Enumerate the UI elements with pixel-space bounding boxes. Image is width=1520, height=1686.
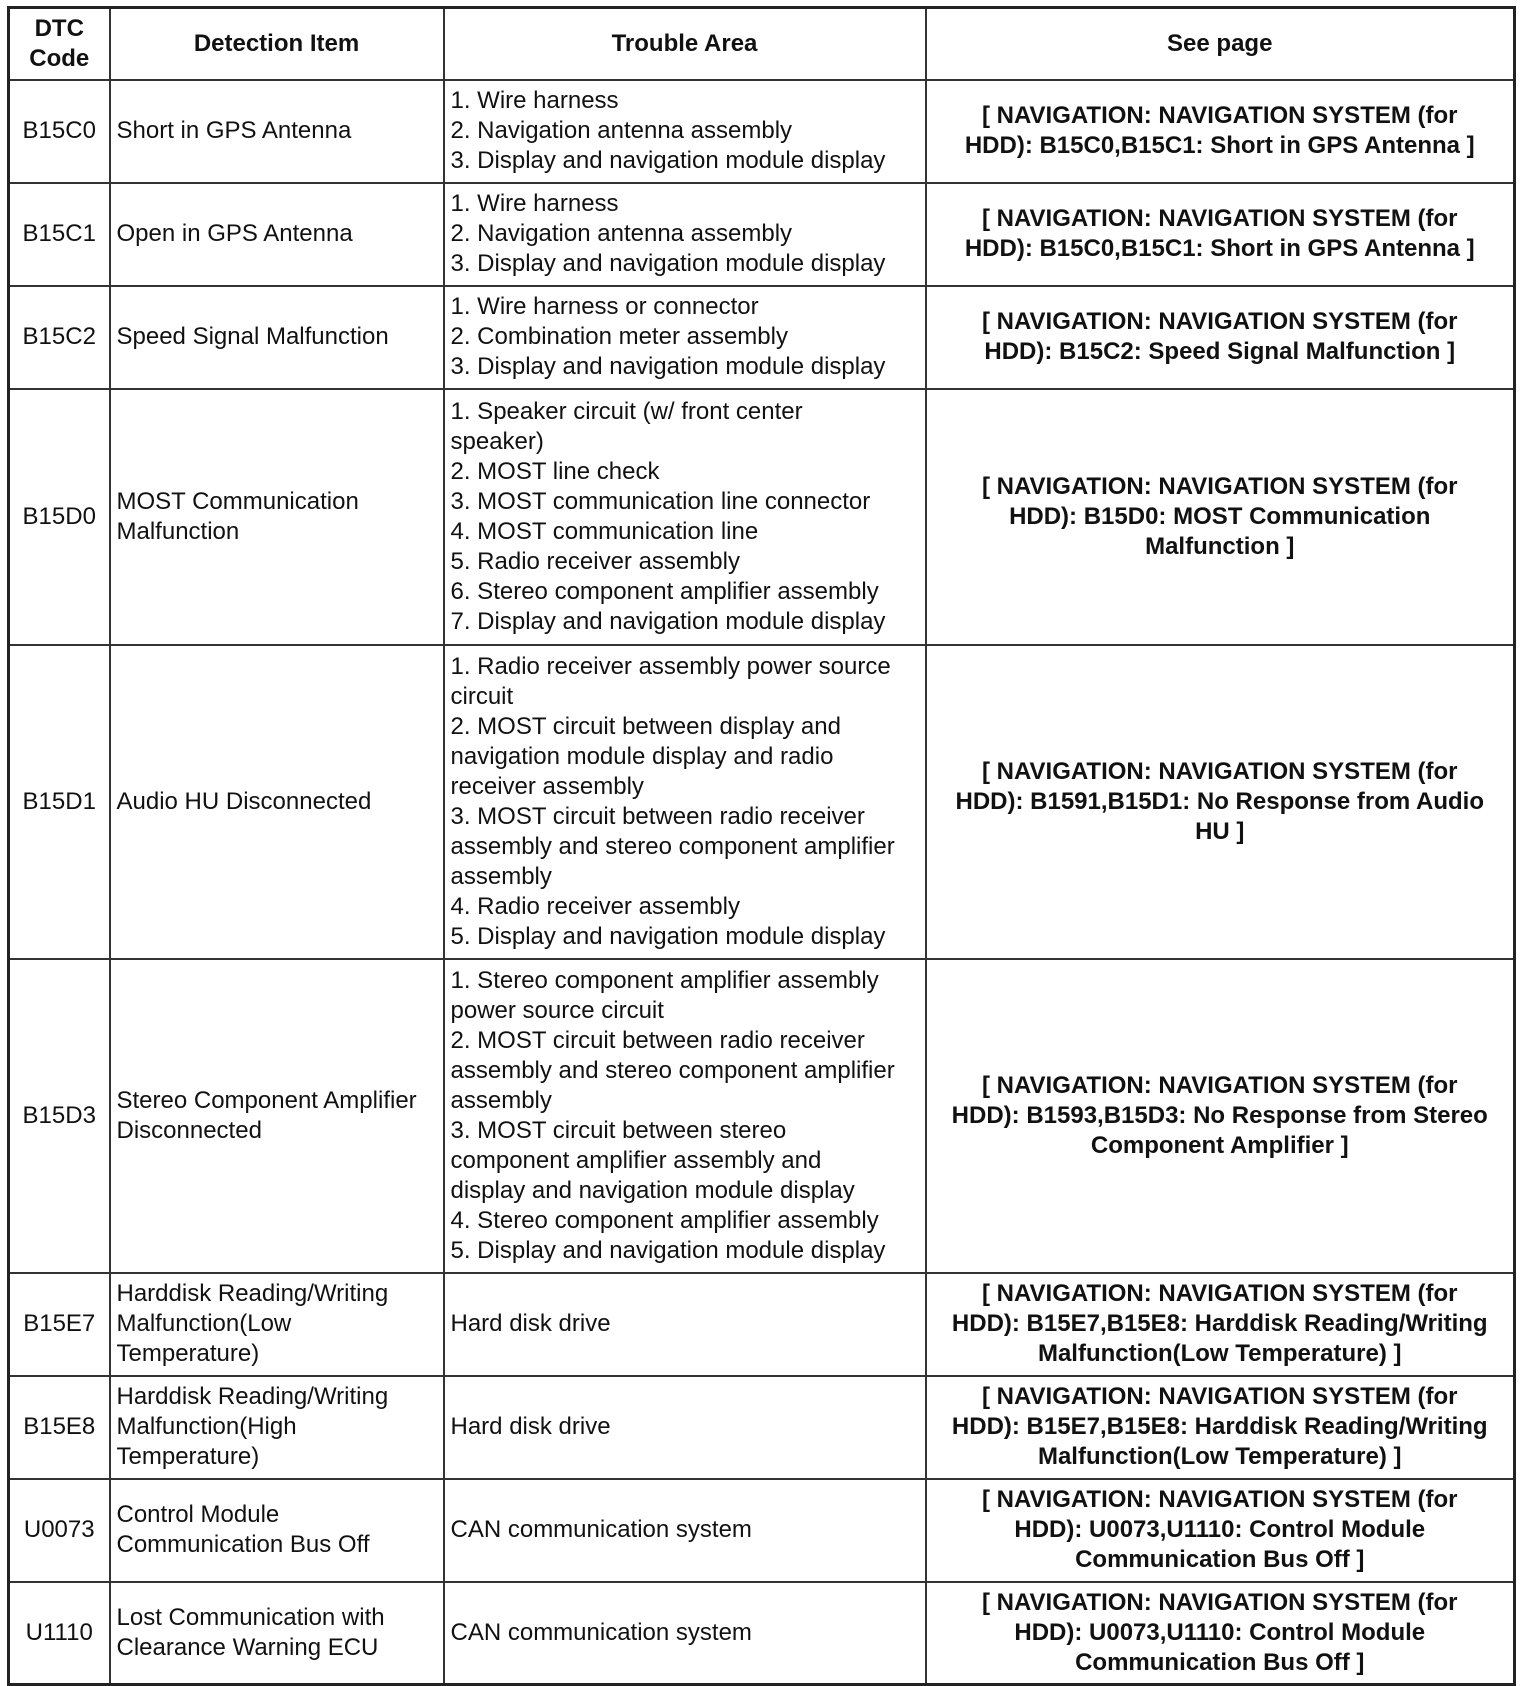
- table-row: [9, 1479, 1515, 1582]
- trouble-area-line: 2. MOST circuit between display and: [450, 712, 841, 740]
- header-trouble-area: Trouble Area: [444, 8, 926, 80]
- see-page-line: Malfunction ]: [1145, 532, 1295, 560]
- see-page-line: Communication Bus Off ]: [1075, 1546, 1365, 1573]
- detection-item-cell: [110, 389, 444, 645]
- dtc-code-cell: B15D0: [9, 389, 110, 645]
- trouble-area-line: 2. MOST line check: [450, 457, 660, 485]
- see-page-cell: [926, 959, 1515, 1273]
- see-page-line: HDD): U0073,U1110: Control Module: [1014, 1618, 1426, 1646]
- see-page-cell: [926, 1273, 1515, 1376]
- header-detection-item: Detection Item: [110, 8, 444, 80]
- see-page-line: [ NAVIGATION: NAVIGATION SYSTEM (for: [981, 205, 1458, 232]
- trouble-area-cell: [444, 645, 926, 959]
- trouble-area-cell: [444, 286, 926, 389]
- trouble-area-line: receiver assembly: [450, 772, 644, 800]
- detection-item-line: Communication Bus Off: [116, 1531, 370, 1558]
- detection-item-cell: [110, 286, 444, 389]
- trouble-area-line: 1. Speaker circuit (w/ front center: [450, 397, 803, 425]
- header-dtc-code-line-1: DTC: [34, 14, 84, 42]
- trouble-area-cell: [444, 183, 926, 286]
- see-page-line: HDD): B1591,B15D1: No Response from Audio: [955, 787, 1485, 815]
- trouble-area-cell: [444, 1273, 926, 1376]
- table-row: [9, 959, 1515, 1273]
- detection-item-cell: [110, 645, 444, 959]
- detection-item-line: Temperature): [116, 1443, 260, 1470]
- detection-item-cell: [110, 959, 444, 1273]
- trouble-area-line: 7. Display and navigation module display: [450, 607, 886, 635]
- see-page-line: HDD): B15E7,B15E8: Harddisk Reading/Writing: [951, 1310, 1488, 1337]
- trouble-area-line: 4. Radio receiver assembly: [450, 892, 740, 920]
- header-dtc-code: [9, 8, 110, 80]
- trouble-area-line: assembly and stereo component amplifier: [450, 1056, 895, 1084]
- table-row: [9, 80, 1515, 183]
- dtc-code-cell: U1110: [9, 1582, 110, 1685]
- see-page-cell: [926, 286, 1515, 389]
- detection-item-line: Clearance Warning ECU: [116, 1633, 379, 1661]
- detection-item-line: Audio HU Disconnected: [116, 787, 372, 815]
- see-page-line: HDD): B15E7,B15E8: Harddisk Reading/Writing: [951, 1413, 1488, 1440]
- trouble-area-line: 3. MOST circuit between stereo: [450, 1116, 787, 1144]
- see-page-line: HDD): B15C0,B15C1: Short in GPS Antenna ]: [964, 132, 1475, 159]
- see-page-line: [ NAVIGATION: NAVIGATION SYSTEM (for: [981, 308, 1458, 335]
- see-page-line: HDD): B15C0,B15C1: Short in GPS Antenna ]: [964, 235, 1475, 262]
- see-page-line: [ NAVIGATION: NAVIGATION SYSTEM (for: [981, 1383, 1458, 1410]
- trouble-area-line: display and navigation module display: [450, 1176, 855, 1204]
- see-page-cell: [926, 1376, 1515, 1479]
- detection-item-cell: [110, 1582, 444, 1685]
- detection-item-line: MOST Communication: [116, 487, 359, 515]
- see-page-line: [ NAVIGATION: NAVIGATION SYSTEM (for: [981, 1588, 1458, 1616]
- trouble-area-cell: [444, 959, 926, 1273]
- table-row: [9, 1376, 1515, 1479]
- header-see-page: See page: [926, 8, 1515, 80]
- see-page-line: [ NAVIGATION: NAVIGATION SYSTEM (for: [981, 1486, 1458, 1513]
- trouble-area-line: 3. Display and navigation module display: [450, 250, 886, 277]
- header-dtc-code-line-2: Code: [29, 44, 90, 72]
- trouble-area-line: 5. Display and navigation module display: [450, 1236, 886, 1264]
- detection-item-line: Lost Communication with: [116, 1603, 385, 1631]
- see-page-line: HDD): U0073,U1110: Control Module: [1014, 1516, 1426, 1543]
- see-page-line: [ NAVIGATION: NAVIGATION SYSTEM (for: [981, 757, 1458, 785]
- see-page-line: [ NAVIGATION: NAVIGATION SYSTEM (for: [981, 472, 1458, 500]
- trouble-area-line: assembly: [450, 862, 552, 890]
- trouble-area-cell: [444, 1582, 926, 1685]
- see-page-line: [ NAVIGATION: NAVIGATION SYSTEM (for: [981, 102, 1458, 129]
- see-page-line: [ NAVIGATION: NAVIGATION SYSTEM (for: [981, 1280, 1458, 1307]
- detection-item-cell: [110, 183, 444, 286]
- trouble-area-line: Hard disk drive: [450, 1413, 611, 1440]
- see-page-cell: [926, 80, 1515, 183]
- header-row: [9, 8, 1515, 80]
- trouble-area-line: navigation module display and radio: [450, 742, 834, 770]
- dtc-code-cell: B15E8: [9, 1376, 110, 1479]
- trouble-area-line: 1. Wire harness: [450, 190, 619, 217]
- trouble-area-line: 4. Stereo component amplifier assembly: [450, 1206, 879, 1234]
- trouble-area-line: 1. Stereo component amplifier assembly: [450, 966, 879, 994]
- see-page-line: [ NAVIGATION: NAVIGATION SYSTEM (for: [981, 1071, 1458, 1099]
- detection-item-line: Speed Signal Malfunction: [116, 323, 389, 350]
- see-page-line: HU ]: [1195, 817, 1245, 845]
- trouble-area-line: circuit: [450, 682, 514, 710]
- detection-item-cell: [110, 1376, 444, 1479]
- detection-item-line: Malfunction: [116, 517, 240, 545]
- detection-item-cell: [110, 1273, 444, 1376]
- trouble-area-line: CAN communication system: [450, 1516, 752, 1543]
- detection-item-line: Harddisk Reading/Writing: [116, 1383, 389, 1410]
- trouble-area-cell: [444, 80, 926, 183]
- table-row: [9, 645, 1515, 959]
- detection-item-cell: [110, 80, 444, 183]
- detection-item-cell: [110, 1479, 444, 1582]
- see-page-line: Malfunction(Low Temperature) ]: [1037, 1340, 1402, 1367]
- trouble-area-line: 2. Navigation antenna assembly: [450, 117, 793, 144]
- trouble-area-line: 2. MOST circuit between radio receiver: [450, 1026, 865, 1054]
- see-page-line: Component Amplifier ]: [1090, 1131, 1349, 1159]
- trouble-area-line: 1. Wire harness: [450, 87, 619, 114]
- table-row: [9, 389, 1515, 645]
- table-row: [9, 1582, 1515, 1685]
- detection-item-line: Open in GPS Antenna: [116, 220, 353, 247]
- trouble-area-line: 3. Display and navigation module display: [450, 353, 886, 380]
- detection-item-line: Disconnected: [116, 1116, 262, 1144]
- trouble-area-line: 5. Radio receiver assembly: [450, 547, 740, 575]
- see-page-cell: [926, 1582, 1515, 1685]
- detection-item-line: Temperature): [116, 1340, 260, 1367]
- table-row: [9, 286, 1515, 389]
- trouble-area-line: assembly and stereo component amplifier: [450, 832, 895, 860]
- trouble-area-cell: [444, 389, 926, 645]
- trouble-area-line: 2. Navigation antenna assembly: [450, 220, 793, 247]
- trouble-area-line: 3. MOST circuit between radio receiver: [450, 802, 865, 830]
- see-page-line: Malfunction(Low Temperature) ]: [1037, 1443, 1402, 1470]
- trouble-area-cell: [444, 1376, 926, 1479]
- trouble-area-line: 1. Radio receiver assembly power source: [450, 652, 891, 680]
- trouble-area-line: speaker): [450, 427, 544, 455]
- see-page-line: HDD): B15D0: MOST Communication: [1009, 502, 1431, 530]
- table-body: [9, 80, 1515, 1685]
- detection-item-line: Stereo Component Amplifier: [116, 1086, 417, 1114]
- detection-item-line: Malfunction(High: [116, 1413, 297, 1440]
- see-page-cell: [926, 389, 1515, 645]
- see-page-cell: [926, 183, 1515, 286]
- detection-item-line: Control Module: [116, 1501, 280, 1528]
- dtc-code-cell: B15C2: [9, 286, 110, 389]
- trouble-area-line: component amplifier assembly and: [450, 1146, 822, 1174]
- trouble-area-line: power source circuit: [450, 996, 664, 1024]
- see-page-cell: [926, 645, 1515, 959]
- trouble-area-line: 4. MOST communication line: [450, 517, 759, 545]
- see-page-line: Communication Bus Off ]: [1075, 1648, 1365, 1676]
- trouble-area-line: Hard disk drive: [450, 1310, 611, 1337]
- table-row: [9, 183, 1515, 286]
- trouble-area-line: 3. MOST communication line connector: [450, 487, 871, 515]
- dtc-code-cell: B15D3: [9, 959, 110, 1273]
- dtc-code-cell: B15D1: [9, 645, 110, 959]
- trouble-area-line: CAN communication system: [450, 1618, 752, 1646]
- trouble-area-line: 1. Wire harness or connector: [450, 293, 759, 320]
- dtc-code-cell: B15E7: [9, 1273, 110, 1376]
- trouble-area-line: 3. Display and navigation module display: [450, 147, 886, 174]
- detection-item-line: Harddisk Reading/Writing: [116, 1280, 389, 1307]
- dtc-code-cell: B15C0: [9, 80, 110, 183]
- detection-item-line: Malfunction(Low: [116, 1310, 292, 1337]
- trouble-area-line: 6. Stereo component amplifier assembly: [450, 577, 879, 605]
- dtc-table: [7, 6, 1516, 1686]
- see-page-cell: [926, 1479, 1515, 1582]
- table-row: [9, 1273, 1515, 1376]
- dtc-code-cell: B15C1: [9, 183, 110, 286]
- trouble-area-cell: [444, 1479, 926, 1582]
- trouble-area-line: 2. Combination meter assembly: [450, 323, 788, 350]
- trouble-area-line: assembly: [450, 1086, 552, 1114]
- see-page-line: HDD): B1593,B15D3: No Response from Stereo: [951, 1101, 1488, 1129]
- dtc-code-cell: U0073: [9, 1479, 110, 1582]
- see-page-line: HDD): B15C2: Speed Signal Malfunction ]: [984, 338, 1456, 365]
- trouble-area-line: 5. Display and navigation module display: [450, 922, 886, 950]
- detection-item-line: Short in GPS Antenna: [116, 117, 352, 144]
